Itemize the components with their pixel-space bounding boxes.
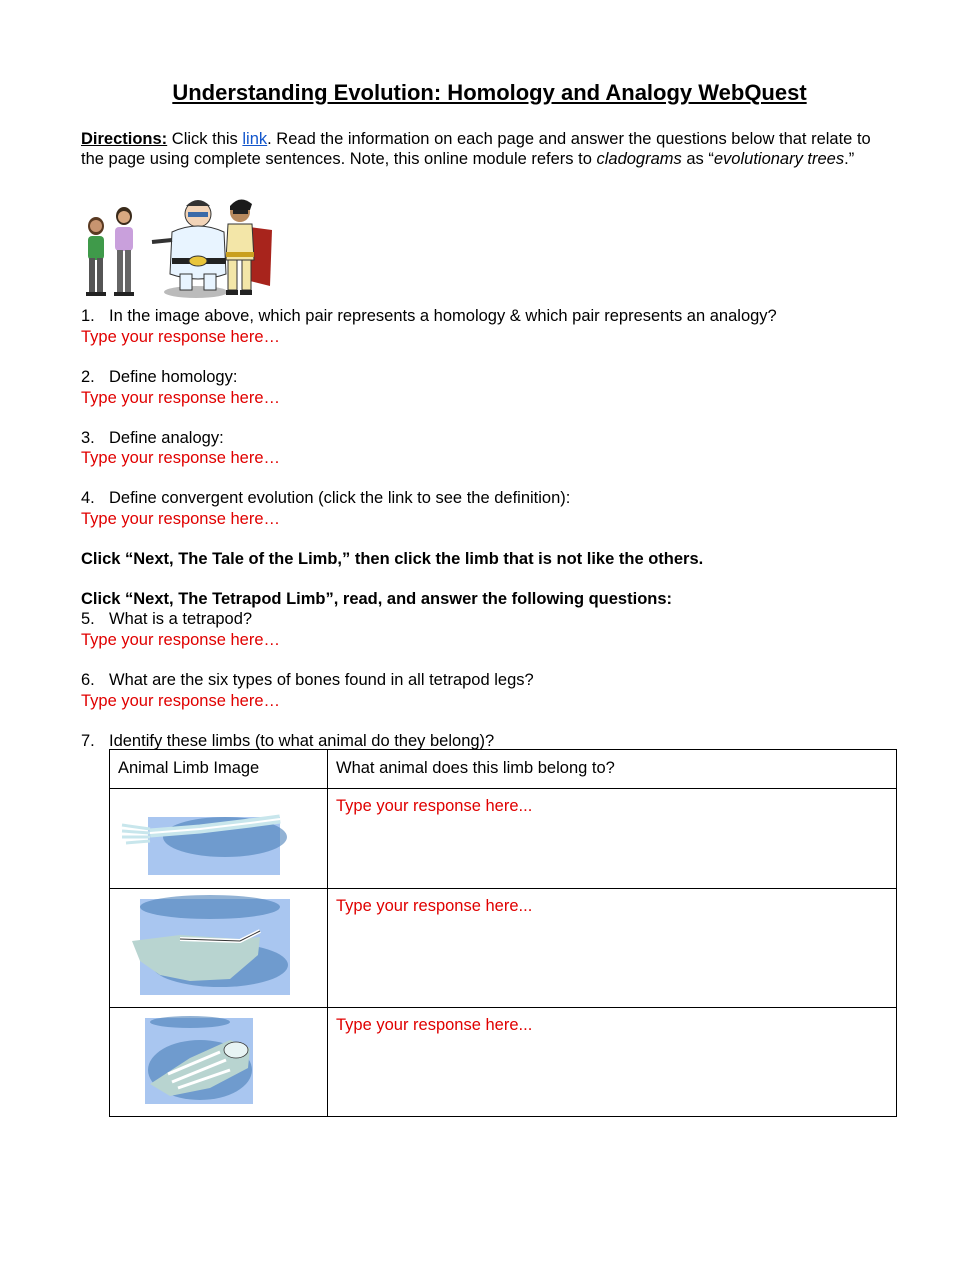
instruction-tetrapod-limb: Click “Next, The Tetrapod Limb”, read, and answer the following questions: [81, 590, 673, 608]
limb-identification-table [109, 749, 897, 1117]
human-arm-limb-image [110, 789, 325, 887]
header-animal-limb-image: Animal Limb Image [118, 759, 260, 777]
cartoon-woman-green [86, 217, 106, 296]
question-1 [81, 306, 777, 326]
directions-paragraph [81, 129, 871, 169]
response-field-4[interactable]: Type your response here… [81, 510, 281, 528]
webquest-link[interactable]: link [242, 130, 268, 148]
limb-image-cell [110, 1008, 328, 1117]
question-5 [81, 609, 252, 629]
directions-italic: cladograms [596, 150, 682, 168]
table-response-field-3[interactable]: Type your response here... [336, 1016, 533, 1034]
table-header-cell [328, 750, 897, 789]
table-row [110, 889, 897, 1008]
cartoon-man-gold-suit [226, 199, 272, 295]
question-text: Define analogy: [109, 429, 224, 447]
question-text: What is a tetrapod? [109, 610, 253, 628]
response-field-5[interactable]: Type your response here… [81, 631, 281, 649]
table-header-row [110, 750, 897, 789]
whale-flipper-limb-image [110, 1008, 325, 1116]
response-cell [328, 1008, 897, 1117]
response-cell [328, 789, 897, 889]
limb-image-cell [110, 789, 328, 889]
page-title: Understanding Evolution: Homology and Analogy WebQuest [172, 80, 807, 105]
header-animal-question: What animal does this limb belong to? [336, 759, 615, 777]
cartoon-characters-illustration [80, 196, 275, 302]
question-4 [81, 488, 570, 508]
question-text: Define homology: [109, 368, 238, 386]
bird-wing-limb-image [110, 889, 325, 1007]
question-number: 4. [81, 489, 95, 507]
cartoon-man-white-suit [152, 200, 228, 298]
question-number: 7. [81, 732, 95, 750]
directions-text: Click this [167, 130, 243, 148]
question-number: 5. [81, 610, 95, 628]
question-6 [81, 670, 534, 690]
question-text: Identify these limbs (to what animal do they belong)? [109, 732, 495, 750]
directions-text: . Read the information on each page and answer the questions below that relate to the page using complete sentences. Note, this online module refers to [81, 130, 871, 168]
response-field-6[interactable]: Type your response here… [81, 692, 281, 710]
directions-text: as “ [681, 150, 714, 168]
table-row [110, 789, 897, 889]
question-3 [81, 428, 224, 448]
limb-image-cell [110, 889, 328, 1008]
response-field-3[interactable]: Type your response here… [81, 449, 281, 467]
table-header-cell [110, 750, 328, 789]
table-row [110, 1008, 897, 1117]
response-field-2[interactable]: Type your response here… [81, 389, 281, 407]
question-number: 2. [81, 368, 95, 386]
question-7 [81, 731, 494, 751]
question-text: Define convergent evolution (click the link to see the definition): [109, 489, 571, 507]
question-text: What are the six types of bones found in all tetrapod legs? [109, 671, 534, 689]
question-number: 6. [81, 671, 95, 689]
question-text: In the image above, which pair represents a homology & which pair represents an analogy? [109, 307, 777, 325]
directions-label: Directions: [81, 130, 168, 148]
table-response-field-1[interactable]: Type your response here... [336, 797, 533, 815]
directions-italic: evolutionary trees [713, 150, 845, 168]
question-2 [81, 367, 237, 387]
question-number: 3. [81, 429, 95, 447]
question-number: 1. [81, 307, 95, 325]
cartoon-woman-purple [114, 207, 134, 296]
directions-text: .” [844, 150, 855, 168]
instruction-tale-of-limb: Click “Next, The Tale of the Limb,” then click the limb that is not like the others. [81, 550, 704, 568]
response-field-1[interactable]: Type your response here… [81, 328, 281, 346]
table-response-field-2[interactable]: Type your response here... [336, 897, 533, 915]
response-cell [328, 889, 897, 1008]
